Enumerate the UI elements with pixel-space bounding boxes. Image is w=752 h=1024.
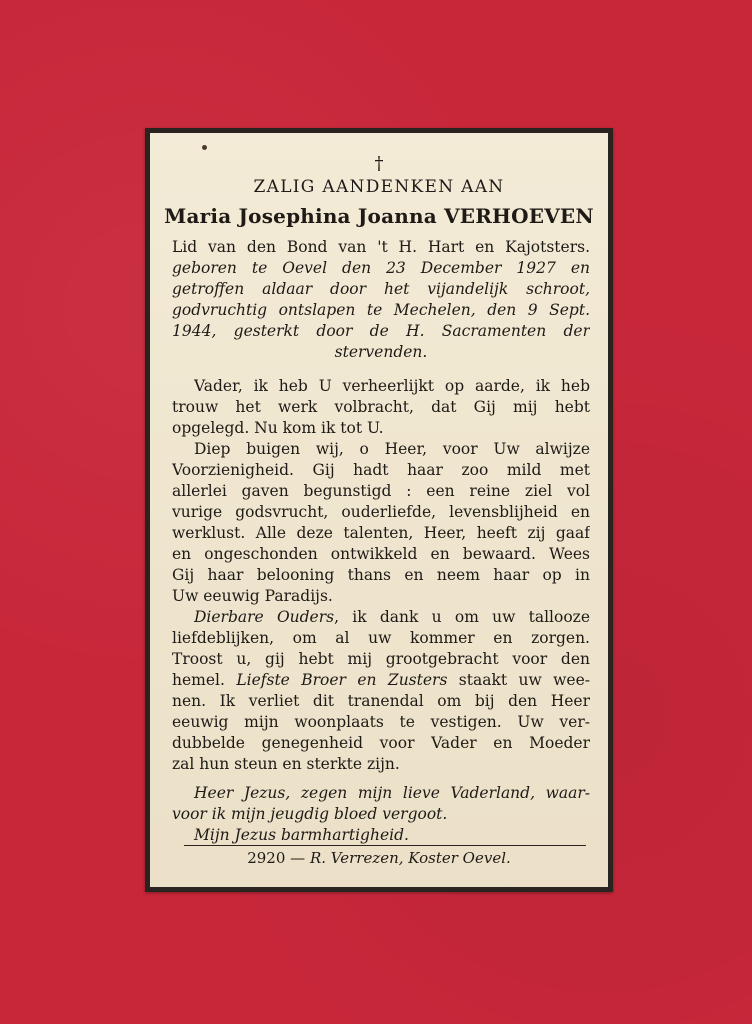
deceased-name: Maria Josephina Joanna VERHOEVEN	[164, 204, 594, 228]
text-line: zal hun steun en sterkte zijn.	[172, 755, 400, 773]
text-line: eeuwig mijn woonplaats te vestigen. Uw ver-	[172, 713, 590, 731]
text-line: getroffen aldaar door het vijandelijk schroot,	[172, 280, 590, 298]
text-line: voor ik mijn jeugdig bloed vergoot.	[172, 805, 448, 823]
text-line: trouw het werk volbracht, dat Gij mij hebt	[172, 398, 590, 416]
text-line: Diep buigen wij, o Heer, voor Uw alwijze	[194, 440, 590, 458]
text-fragment: Liefste Broer en Zusters	[236, 671, 448, 689]
paragraph-spacer	[172, 775, 590, 783]
text-line: Lid van den Bond van 't H. Hart en Kajotsters.	[172, 238, 590, 256]
text-line: allerlei gaven begunstigd : een reine ziel vol	[172, 482, 590, 500]
text-line: nen. Ik verliet dit tranendal om bij den Heer	[172, 692, 590, 710]
text-line: godvruchtig ontslapen te Mechelen, den 9 Sept.	[172, 301, 590, 319]
text-line	[172, 670, 590, 691]
print-number: 2920	[247, 849, 286, 867]
text-fragment: hemel.	[172, 671, 237, 689]
text-line: opgelegd. Nu kom ik tot U.	[172, 419, 384, 437]
card-heading: ZALIG AANDENKEN AAN	[253, 177, 505, 197]
text-line: Mijn Jezus barmhartigheid.	[194, 826, 409, 844]
pinhole-mark	[202, 145, 207, 150]
text-line: Troost u, gij hebt mij grootgebracht voor den	[172, 650, 590, 668]
text-line: werklust. Alle deze talenten, Heer, heeft zij gaaf	[172, 524, 590, 542]
printer-name: R. Verrezen, Koster Oevel.	[309, 849, 511, 867]
text-line: stervenden.	[334, 343, 428, 361]
text-line: vurige godsvrucht, ouderliefde, levensblijheid en	[172, 503, 590, 521]
text-line: Voorzienigheid. Gij hadt haar zoo mild met	[172, 461, 590, 479]
card-text	[172, 237, 590, 846]
paragraph-spacer	[172, 363, 590, 376]
text-fragment: staakt uw wee-	[447, 671, 590, 689]
text-line: Gij haar belooning thans en neem haar op in	[172, 566, 590, 584]
text-line: en ongeschonden ontwikkeld en bewaard. Wees	[172, 545, 590, 563]
text-line	[172, 607, 590, 628]
text-line: dubbelde genegenheid voor Vader en Moeder	[172, 734, 590, 752]
printer-footer	[150, 849, 608, 867]
footer-dash: —	[285, 849, 310, 867]
text-line: 1944, gesterkt door de H. Sacramenten der	[172, 322, 590, 340]
text-line: geboren te Oevel den 23 December 1927 en	[172, 259, 590, 277]
cross-icon: †	[374, 153, 384, 174]
text-line: Uw eeuwig Paradijs.	[172, 587, 333, 605]
memorial-card	[145, 128, 613, 892]
text-fragment: Dierbare Ouders	[194, 608, 335, 626]
text-fragment: , ik dank u om uw tallooze	[334, 608, 590, 626]
text-line: Vader, ik heb U verheerlijkt op aarde, ik heb	[194, 377, 590, 395]
text-line: liefdeblijken, om al uw kommer en zorgen.	[172, 629, 590, 647]
text-line: Heer Jezus, zegen mijn lieve Vaderland, waar-	[194, 784, 590, 802]
footer-divider	[184, 845, 586, 846]
